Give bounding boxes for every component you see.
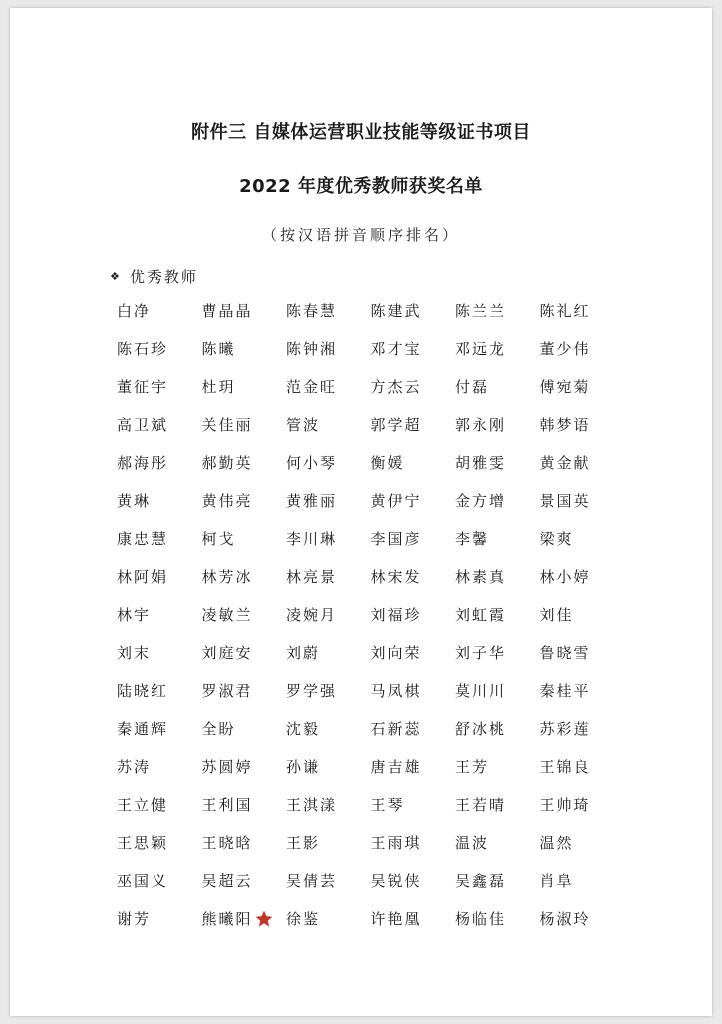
teacher-name-text: 杨临佳 [455, 910, 507, 928]
teacher-name [540, 748, 625, 786]
teacher-name [371, 710, 456, 748]
teacher-name [286, 786, 371, 824]
teacher-name [371, 406, 456, 444]
teacher-name [540, 710, 625, 748]
teacher-name-text: 林小婷 [539, 568, 591, 586]
teacher-name-text: 林亮景 [286, 568, 338, 586]
teacher-name-text: 刘向荣 [370, 644, 422, 662]
teacher-name-text: 秦通辉 [117, 720, 169, 738]
teacher-name [202, 710, 287, 748]
teacher-name-text: 林宇 [117, 606, 152, 624]
teacher-name-text: 杨淑玲 [539, 910, 591, 928]
teacher-name-text: 郝海彤 [117, 454, 169, 472]
teacher-name-text: 王雨琪 [370, 834, 422, 852]
teacher-name-text: 傅宛菊 [539, 378, 591, 396]
teacher-name [540, 634, 625, 672]
teacher-name-text: 王淇漾 [286, 796, 338, 814]
document-title: 附件三 自媒体运营职业技能等级证书项目 [191, 122, 531, 143]
teacher-name-text: 林宋发 [370, 568, 422, 586]
teacher-name [286, 634, 371, 672]
teacher-name-text: 林阿娟 [117, 568, 169, 586]
teacher-name-text: 方杰云 [370, 378, 422, 396]
teacher-name-text: 罗学强 [286, 682, 338, 700]
teacher-name-text: 邓远龙 [455, 340, 507, 358]
document-subtitle-year: 2022 年度优秀教师获奖名单 [239, 176, 483, 197]
teacher-name-text: 刘末 [117, 644, 152, 662]
teacher-name-text: 刘庭安 [201, 644, 253, 662]
teacher-name-text: 刘福珍 [370, 606, 422, 624]
teacher-name [202, 406, 287, 444]
teacher-name-text: 陈石珍 [117, 340, 169, 358]
teacher-name [371, 672, 456, 710]
teacher-name-text: 许艳凰 [370, 910, 422, 928]
teacher-name-text: 王琴 [370, 796, 405, 814]
ordering-note: （按汉语拼音顺序排名） [261, 226, 460, 244]
teacher-name [286, 558, 371, 596]
teacher-name-text: 刘蔚 [286, 644, 321, 662]
teacher-name-text: 全盼 [201, 720, 236, 738]
teacher-name [286, 748, 371, 786]
teacher-name-text: 舒冰桃 [455, 720, 507, 738]
teacher-name-text: 巫国义 [117, 872, 169, 890]
teacher-name-text: 马凤棋 [370, 682, 422, 700]
teacher-name [286, 900, 371, 938]
teacher-name-text: 金方增 [455, 492, 507, 510]
teacher-name-text: 凌敏兰 [201, 606, 253, 624]
teacher-name-text: 范金旺 [286, 378, 338, 396]
teacher-name [117, 330, 202, 368]
teacher-name [117, 482, 202, 520]
teacher-name-text: 陈曦 [201, 340, 236, 358]
teacher-name-text: 肖阜 [539, 872, 574, 890]
teacher-name-text: 刘子华 [455, 644, 507, 662]
teacher-name [202, 824, 287, 862]
teacher-name [540, 558, 625, 596]
teacher-name-text: 韩梦语 [539, 416, 591, 434]
teacher-name [286, 292, 371, 330]
teacher-name-text: 高卫斌 [117, 416, 169, 434]
teacher-name [117, 710, 202, 748]
teacher-name [371, 900, 456, 938]
teacher-name [286, 330, 371, 368]
teacher-name [455, 672, 540, 710]
teacher-name [540, 520, 625, 558]
teacher-name [202, 330, 287, 368]
teacher-name-text: 王芳 [455, 758, 490, 776]
teacher-name-text: 吴倩芸 [286, 872, 338, 890]
teacher-name-text: 沈毅 [286, 720, 321, 738]
teacher-name-text: 黄金献 [539, 454, 591, 472]
teacher-name-text: 李川琳 [286, 530, 338, 548]
teacher-name [371, 824, 456, 862]
teacher-name [455, 368, 540, 406]
teacher-name [202, 748, 287, 786]
teacher-name [117, 520, 202, 558]
teacher-name [455, 748, 540, 786]
diamond-bullet-icon: ❖ [110, 270, 120, 283]
teacher-name [371, 634, 456, 672]
teacher-name [455, 482, 540, 520]
teacher-name-text: 鲁晓雪 [539, 644, 591, 662]
teacher-name-text: 苏涛 [117, 758, 152, 776]
teacher-name [455, 558, 540, 596]
teacher-name-text: 孙谦 [286, 758, 321, 776]
teacher-name [371, 862, 456, 900]
teacher-name [286, 824, 371, 862]
teacher-name-text: 付磊 [455, 378, 490, 396]
teacher-name [286, 406, 371, 444]
teacher-name-text: 何小琴 [286, 454, 338, 472]
teacher-name [540, 786, 625, 824]
teacher-name [455, 406, 540, 444]
teacher-name-text: 董征宇 [117, 378, 169, 396]
teacher-name [117, 672, 202, 710]
teacher-name-text: 王锦良 [539, 758, 591, 776]
teacher-name [540, 482, 625, 520]
teacher-name-text: 黄伟亮 [201, 492, 253, 510]
teacher-name [202, 596, 287, 634]
teacher-name-text: 刘虹霞 [455, 606, 507, 624]
teacher-name-text: 曹晶晶 [201, 302, 253, 320]
teacher-name [117, 444, 202, 482]
teacher-name [286, 672, 371, 710]
teacher-name-text: 李馨 [455, 530, 490, 548]
teacher-name [286, 596, 371, 634]
teacher-name-text: 吴鑫磊 [455, 872, 507, 890]
teacher-name [286, 444, 371, 482]
teacher-name [117, 786, 202, 824]
teacher-name-text: 陈兰兰 [455, 302, 507, 320]
teacher-name-text: 白净 [117, 302, 152, 320]
teacher-name [371, 292, 456, 330]
teacher-name [286, 368, 371, 406]
teacher-name [286, 520, 371, 558]
teacher-name [117, 900, 202, 938]
teacher-name [455, 520, 540, 558]
teacher-name [117, 406, 202, 444]
teacher-name [286, 710, 371, 748]
teacher-name [202, 292, 287, 330]
teacher-name [540, 368, 625, 406]
teacher-name-text: 王利国 [201, 796, 253, 814]
teacher-name-text: 陈钟湘 [286, 340, 338, 358]
teacher-name [455, 292, 540, 330]
teacher-name [455, 444, 540, 482]
teacher-name [455, 596, 540, 634]
teacher-name [371, 596, 456, 634]
section-label: 优秀教师 [129, 268, 198, 286]
teacher-name [455, 330, 540, 368]
teacher-name-text: 林芳冰 [201, 568, 253, 586]
teacher-name [117, 862, 202, 900]
teacher-name [371, 748, 456, 786]
teacher-name [540, 824, 625, 862]
teacher-name [371, 786, 456, 824]
teacher-name-text: 苏彩莲 [539, 720, 591, 738]
teacher-name-text: 陈建武 [370, 302, 422, 320]
teacher-name-text: 景国英 [539, 492, 591, 510]
teacher-name-text: 陈礼红 [539, 302, 591, 320]
teacher-name [540, 444, 625, 482]
teacher-name [117, 368, 202, 406]
teacher-name [540, 596, 625, 634]
section-heading [110, 266, 198, 287]
teacher-name-text: 徐鉴 [286, 910, 321, 928]
teacher-name [202, 520, 287, 558]
teacher-name-text: 吴超云 [201, 872, 253, 890]
teacher-name [371, 444, 456, 482]
teacher-name-text: 黄雅丽 [286, 492, 338, 510]
teacher-name [286, 862, 371, 900]
teacher-name [455, 786, 540, 824]
teacher-name-text: 胡雅雯 [455, 454, 507, 472]
teacher-name [202, 862, 287, 900]
teacher-name-list [117, 292, 637, 938]
teacher-name [117, 292, 202, 330]
teacher-name-text: 梁爽 [539, 530, 574, 548]
teacher-name-text: 温然 [539, 834, 574, 852]
teacher-name-text: 郭永刚 [455, 416, 507, 434]
teacher-name [455, 824, 540, 862]
teacher-name [371, 368, 456, 406]
teacher-name [117, 634, 202, 672]
teacher-name-text: 唐吉雄 [370, 758, 422, 776]
teacher-name [540, 406, 625, 444]
teacher-name-text: 王若晴 [455, 796, 507, 814]
teacher-name-text: 谢芳 [117, 910, 152, 928]
teacher-name-text: 杜玥 [201, 378, 236, 396]
teacher-name-text: 秦桂平 [539, 682, 591, 700]
teacher-name [455, 862, 540, 900]
teacher-name-text: 郭学超 [370, 416, 422, 434]
teacher-name-text: 陆晓红 [117, 682, 169, 700]
teacher-name [202, 786, 287, 824]
star-icon [254, 909, 274, 929]
teacher-name-text: 郝勤英 [201, 454, 253, 472]
teacher-name [286, 482, 371, 520]
teacher-name [455, 900, 540, 938]
teacher-name-text: 王帅琦 [539, 796, 591, 814]
teacher-name-text: 熊曦阳 [201, 910, 253, 928]
teacher-name [371, 330, 456, 368]
teacher-name-text: 陈春慧 [286, 302, 338, 320]
teacher-name-text: 王影 [286, 834, 321, 852]
teacher-name-text: 康忠慧 [117, 530, 169, 548]
teacher-name-text: 罗淑君 [201, 682, 253, 700]
teacher-name [117, 596, 202, 634]
teacher-name-text: 温波 [455, 834, 490, 852]
teacher-name [540, 672, 625, 710]
teacher-name [202, 634, 287, 672]
teacher-name [540, 330, 625, 368]
teacher-name [540, 862, 625, 900]
teacher-name-text: 吴锐侠 [370, 872, 422, 890]
teacher-name-text: 王思颖 [117, 834, 169, 852]
teacher-name [117, 824, 202, 862]
teacher-name-text: 衡媛 [370, 454, 405, 472]
teacher-name [202, 900, 287, 938]
teacher-name-text: 邓才宝 [370, 340, 422, 358]
teacher-name-text: 凌婉月 [286, 606, 338, 624]
teacher-name [202, 368, 287, 406]
teacher-name-text: 董少伟 [539, 340, 591, 358]
teacher-name [202, 558, 287, 596]
teacher-name [455, 634, 540, 672]
teacher-name-text: 林素真 [455, 568, 507, 586]
teacher-name [371, 482, 456, 520]
teacher-name-text: 柯戈 [201, 530, 236, 548]
teacher-name [202, 444, 287, 482]
teacher-name-text: 关佳丽 [201, 416, 253, 434]
teacher-name [371, 558, 456, 596]
teacher-name-text: 王立健 [117, 796, 169, 814]
teacher-name-text: 管波 [286, 416, 321, 434]
teacher-name-text: 刘佳 [539, 606, 574, 624]
teacher-name-text: 黄琳 [117, 492, 152, 510]
teacher-name-text: 李国彦 [370, 530, 422, 548]
teacher-name-text: 莫川川 [455, 682, 507, 700]
teacher-name-text: 黄伊宁 [370, 492, 422, 510]
teacher-name-text: 王晓晗 [201, 834, 253, 852]
document-page [10, 8, 712, 1016]
teacher-name [371, 520, 456, 558]
teacher-name [455, 710, 540, 748]
teacher-name-text: 苏圆婷 [201, 758, 253, 776]
teacher-name [117, 558, 202, 596]
teacher-name [202, 672, 287, 710]
teacher-name-text: 石新蕊 [370, 720, 422, 738]
teacher-name [540, 292, 625, 330]
teacher-name [540, 900, 625, 938]
teacher-name [117, 748, 202, 786]
teacher-name [202, 482, 287, 520]
